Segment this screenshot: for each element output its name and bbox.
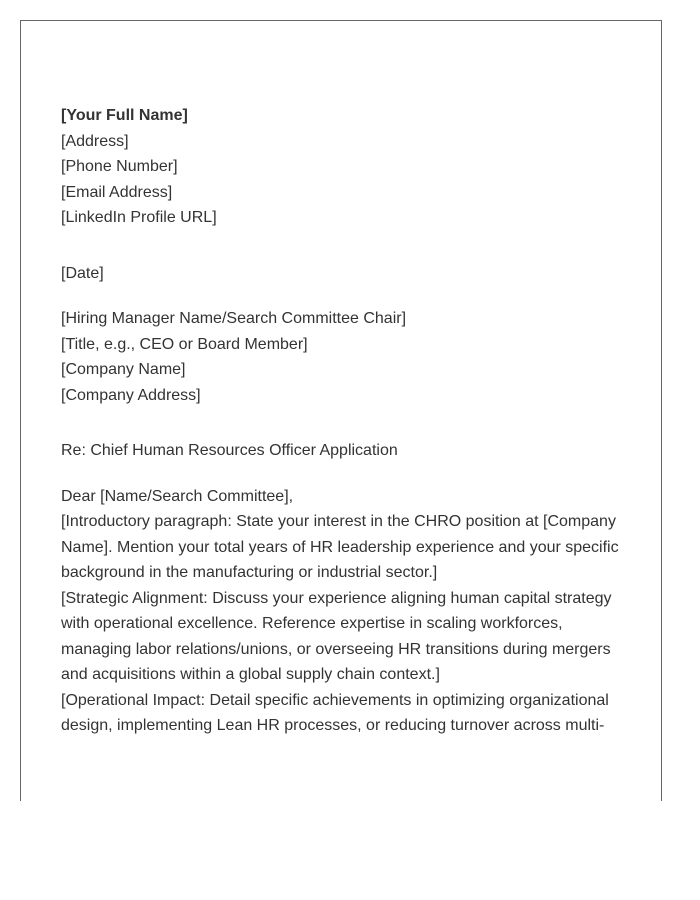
recipient-name: [Hiring Manager Name/Search Committee Chair]: [61, 310, 407, 327]
letter-content: [61, 103, 626, 739]
recipient-block: [61, 306, 626, 408]
letter-date: [Date]: [61, 264, 104, 282]
salutation: Dear [Name/Search Committee],: [61, 487, 294, 505]
paragraph-introduction: [Introductory paragraph: State your interest in the CHRO position at [Company Name]. Mention your total years of HR leadership experience and your specific background in the manufacturing or industrial sector.]: [61, 513, 619, 581]
sender-address: [Address]: [61, 132, 129, 150]
paragraph-operational-impact: [Operational Impact: Detail specific achievements in optimizing organizational design, implementing Lean HR processes, or reducing turnover across multi-: [61, 691, 609, 734]
date-block: [61, 261, 626, 287]
sender-phone: [Phone Number]: [61, 158, 178, 175]
subject-block: [61, 438, 626, 464]
letter-page: [20, 20, 662, 801]
recipient-title: [Title, e.g., CEO or Board Member]: [61, 335, 308, 353]
paragraph-strategic-alignment: [Strategic Alignment: Discuss your experience aligning human capital strategy with operational excellence. Reference expertise in scaling workforces, managing labor relations/unions, or overseeing HR transitions during mergers and acquisitions within a global supply chain context.]: [61, 589, 612, 683]
sender-name: [Your Full Name]: [61, 107, 188, 124]
sender-block: [61, 103, 626, 231]
salutation-block: [61, 484, 626, 510]
sender-email: [Email Address]: [61, 183, 173, 201]
subject-line: Re: Chief Human Resources Officer Application: [61, 442, 398, 459]
recipient-company: [Company Name]: [61, 361, 186, 378]
sender-linkedin: [LinkedIn Profile URL]: [61, 209, 217, 226]
recipient-company-address: [Company Address]: [61, 386, 201, 404]
